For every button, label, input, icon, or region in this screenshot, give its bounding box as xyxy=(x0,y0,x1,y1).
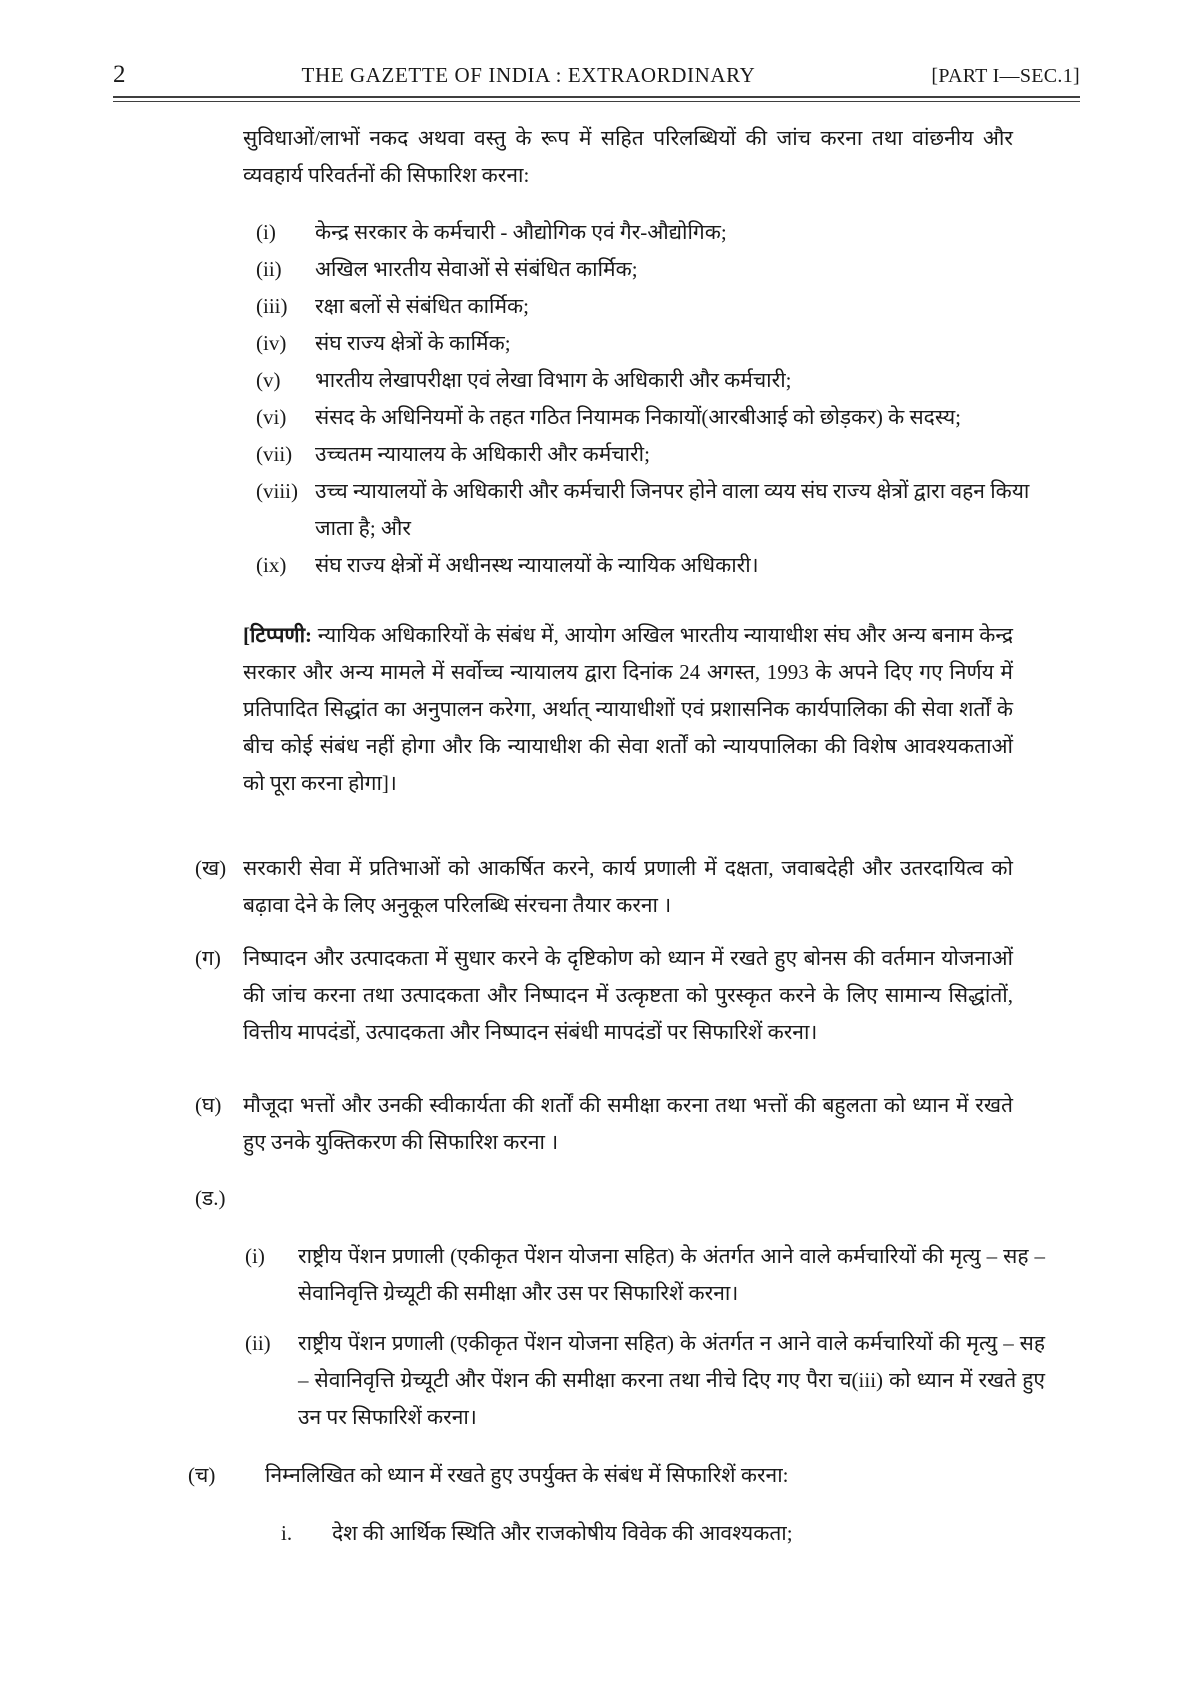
list-item-marker: (ix) xyxy=(256,553,287,577)
list-item-text: भारतीय लेखापरीक्षा एवं लेखा विभाग के अधिकारी और कर्मचारी; xyxy=(315,368,792,392)
header-divider xyxy=(113,96,1080,102)
list-item xyxy=(256,547,1056,584)
list-item-text: रक्षा बलों से संबंधित कार्मिक; xyxy=(315,294,529,318)
section-gha xyxy=(195,1087,1013,1161)
list-item-marker: (vii) xyxy=(256,442,293,466)
note-label: [टिप्पणी: xyxy=(243,623,313,647)
page-number: 2 xyxy=(113,61,126,88)
list-item-marker: (ii) xyxy=(245,1331,271,1355)
list-item xyxy=(256,399,1056,436)
list-item-text: संसद के अधिनियमों के तहत गठित नियामक निकायों(आरबीआई को छोड़कर) के सदस्य; xyxy=(315,405,961,429)
section-marker: (घ) xyxy=(195,1093,222,1117)
list-item xyxy=(256,251,1056,288)
note-paragraph xyxy=(243,617,1013,802)
list-item-text: राष्ट्रीय पेंशन प्रणाली (एकीकृत पेंशन योजना सहित) के अंतर्गत न आने वाले कर्मचारियों की मृत्यु – सह – सेवानिवृत्ति ग्रेच्यूटी और पेंशन की समीक्षा करना तथा नीचे दिए गए पैरा च(iii) को ध्यान में रखते हुए उन पर सिफारिशें करना। xyxy=(298,1331,1045,1429)
page-header xyxy=(113,0,1080,89)
section-marker: (ड.) xyxy=(195,1186,226,1210)
list-item xyxy=(256,325,1056,362)
list-item-text: राष्ट्रीय पेंशन प्रणाली (एकीकृत पेंशन योजना सहित) के अंतर्गत आने वाले कर्मचारियों की मृत्यु – सह – सेवानिवृत्ति ग्रेच्यूटी की समीक्षा और उस पर सिफारिशें करना। xyxy=(298,1244,1045,1305)
section-text: मौजूदा भत्तों और उनकी स्वीकार्यता की शर्तों की समीक्षा करना तथा भत्तों की बहुलता को ध्यान में रखते हुए उनके युक्तिकरण की सिफारिश करना । xyxy=(243,1093,1013,1154)
section-marker: (ख) xyxy=(195,856,227,880)
page-content xyxy=(113,0,1080,1552)
intro-paragraph: सुविधाओं/लाभों नकद अथवा वस्तु के रूप में सहित परिलब्धियों की जांच करना तथा वांछनीय और व्यवहार्य परिवर्तनों की सिफारिश करना: xyxy=(243,126,1013,187)
list-item-text: देश की आर्थिक स्थिति और राजकोषीय विवेक की आवश्यकता; xyxy=(332,1521,793,1545)
pension-subitem xyxy=(245,1325,1045,1436)
list-item-marker: (i) xyxy=(256,220,276,244)
note-text: न्यायिक अधिकारियों के संबंध में, आयोग अखिल भारतीय न्यायाधीश संघ और अन्य बनाम केन्द्र सरकार और अन्य मामले में सर्वोच्च न्यायालय द्वारा दिनांक 24 अगस्त, 1993 के अपने दिए गए निर्णय में प्रतिपादित सिद्धांत का अनुपालन करेगा, अर्थात् न्यायाधीशों एवं प्रशासनिक कार्यपालिका की सेवा शर्तों के बीच कोई संबंध नहीं होगा और कि न्यायाधीश की सेवा शर्तों को न्यायपालिका की विशेष आवश्यकताओं को पूरा करना होगा]। xyxy=(243,623,1013,795)
list-item-marker: (iii) xyxy=(256,294,288,318)
list-item-text: उच्चतम न्यायालय के अधिकारी और कर्मचारी; xyxy=(315,442,650,466)
list-item-marker: i. xyxy=(281,1521,293,1545)
list-item-text: संघ राज्य क्षेत्रों के कार्मिक; xyxy=(315,331,511,355)
list-item-marker: (ii) xyxy=(256,257,282,281)
cha-subitem xyxy=(281,1515,1041,1552)
part-section-label: [PART I—SEC.1] xyxy=(931,65,1080,87)
list-item-marker: (vi) xyxy=(256,405,287,429)
section-text: सरकारी सेवा में प्रतिभाओं को आकर्षित करने, कार्य प्रणाली में दक्षता, जवाबदेही और उतरदायित्व को बढ़ावा देने के लिए अनुकूल परिलब्धि संरचना तैयार करना । xyxy=(243,856,1013,917)
list-item xyxy=(256,473,1056,547)
list-item-marker: (i) xyxy=(245,1244,265,1268)
list-item-marker: (iv) xyxy=(256,331,287,355)
section-ga xyxy=(195,940,1013,1051)
roman-list xyxy=(113,214,1080,584)
list-item-text: केन्द्र सरकार के कर्मचारी - औद्योगिक एवं गैर-औद्योगिक; xyxy=(315,220,727,244)
list-item xyxy=(256,288,1056,325)
list-item-text: उच्च न्यायालयों के अधिकारी और कर्मचारी जिनपर होने वाला व्यय संघ राज्य क्षेत्रों द्वारा वहन किया जाता है; और xyxy=(315,479,1030,540)
section-dda xyxy=(195,1180,1013,1217)
list-item-text: संघ राज्य क्षेत्रों में अधीनस्थ न्यायालयों के न्यायिक अधिकारी। xyxy=(315,553,759,577)
pension-subitem xyxy=(245,1238,1045,1312)
section-text xyxy=(243,1180,1013,1217)
section-marker: (च) xyxy=(188,1463,216,1487)
list-item xyxy=(256,362,1056,399)
gazette-title: THE GAZETTE OF INDIA : EXTRAORDINARY xyxy=(301,63,756,87)
list-item xyxy=(256,214,1056,251)
section-text: निम्नलिखित को ध्यान में रखते हुए उपर्युक्त के संबंध में सिफारिशें करना: xyxy=(265,1463,789,1487)
list-item-marker: (v) xyxy=(256,368,281,392)
list-item-text: अखिल भारतीय सेवाओं से संबंधित कार्मिक; xyxy=(315,257,638,281)
section-marker: (ग) xyxy=(195,946,221,970)
section-kha xyxy=(195,850,1013,924)
list-item xyxy=(256,436,1056,473)
section-cha xyxy=(188,1457,1013,1494)
section-text: निष्पादन और उत्पादकता में सुधार करने के दृष्टिकोण को ध्यान में रखते हुए बोनस की वर्तमान योजनाओं की जांच करना तथा उत्पादकता और निष्पादन में उत्कृष्टता को पुरस्कृत करने के लिए सामान्य सिद्धांतों, वित्तीय मापदंडों, उत्पादकता और निष्पादन संबंधी मापदंडों पर सिफारिशें करना। xyxy=(243,946,1013,1044)
list-item-marker: (viii) xyxy=(256,479,298,503)
